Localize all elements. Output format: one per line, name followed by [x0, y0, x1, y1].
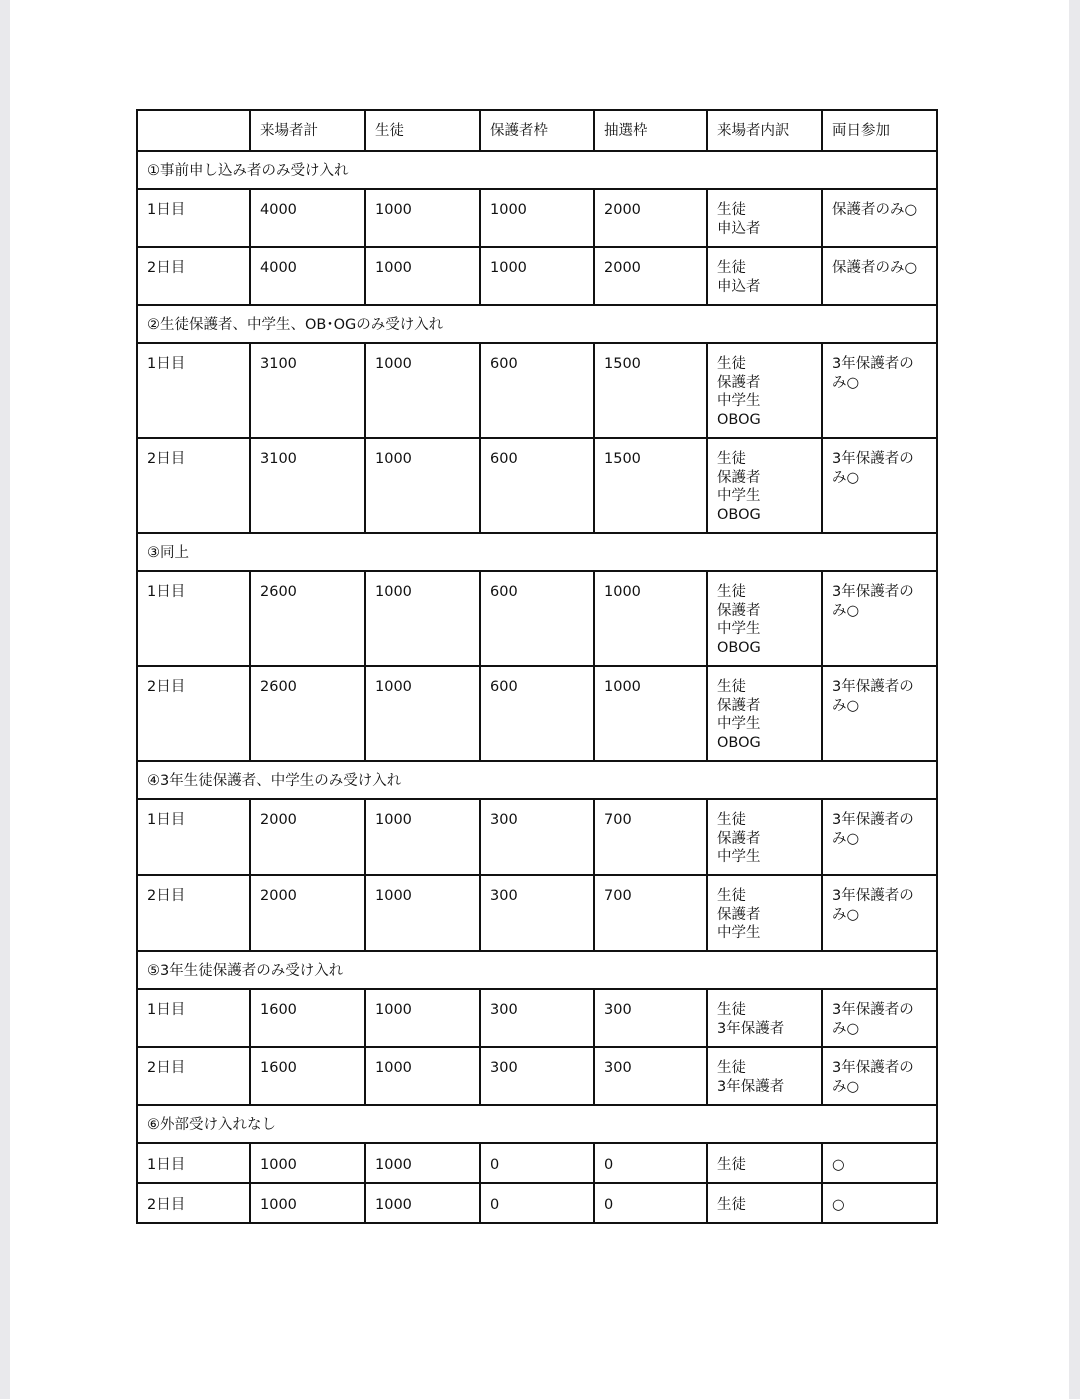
total-cell: 3100: [250, 438, 365, 533]
breakdown-cell: 生徒 保護者 中学生 OBOG: [707, 571, 822, 666]
table-row: [137, 875, 937, 951]
day-cell: 2日目: [137, 875, 250, 951]
students-cell: 1000: [365, 571, 480, 666]
header-cell-breakdown: 来場者内訳: [707, 110, 822, 151]
header-cell-lottery: 抽選枠: [594, 110, 707, 151]
section-title: ②生徒保護者、中学生、OB･OGのみ受け入れ: [137, 305, 937, 343]
both-days-cell: 3年保護者のみ○: [822, 989, 937, 1047]
table-row: [137, 571, 937, 666]
breakdown-cell: 生徒: [707, 1183, 822, 1223]
students-cell: 1000: [365, 1143, 480, 1183]
both-days-cell: 3年保護者のみ○: [822, 666, 937, 761]
day-cell: 1日目: [137, 571, 250, 666]
lottery-cell: 1500: [594, 438, 707, 533]
total-cell: 4000: [250, 189, 365, 247]
students-cell: 1000: [365, 1047, 480, 1105]
section-row: [137, 533, 937, 571]
day-cell: 1日目: [137, 799, 250, 875]
section-title: ①事前申し込み者のみ受け入れ: [137, 151, 937, 189]
both-days-cell: ○: [822, 1183, 937, 1223]
section-title: ⑥外部受け入れなし: [137, 1105, 937, 1143]
lottery-cell: 700: [594, 799, 707, 875]
total-cell: 3100: [250, 343, 365, 438]
breakdown-cell: 生徒: [707, 1143, 822, 1183]
students-cell: 1000: [365, 666, 480, 761]
total-cell: 2600: [250, 666, 365, 761]
both-days-cell: 保護者のみ○: [822, 247, 937, 305]
lottery-cell: 300: [594, 1047, 707, 1105]
lottery-cell: 0: [594, 1143, 707, 1183]
breakdown-cell: 生徒 3年保護者: [707, 989, 822, 1047]
table-row: [137, 343, 937, 438]
both-days-cell: 3年保護者のみ○: [822, 571, 937, 666]
breakdown-cell: 生徒 申込者: [707, 247, 822, 305]
students-cell: 1000: [365, 189, 480, 247]
document-page: [10, 0, 1069, 1399]
students-cell: 1000: [365, 989, 480, 1047]
lottery-cell: 300: [594, 989, 707, 1047]
day-cell: 1日目: [137, 189, 250, 247]
lottery-cell: 2000: [594, 189, 707, 247]
header-cell-total: 来場者計: [250, 110, 365, 151]
day-cell: 2日目: [137, 247, 250, 305]
section-row: [137, 951, 937, 989]
day-cell: 2日目: [137, 666, 250, 761]
both-days-cell: 3年保護者のみ○: [822, 343, 937, 438]
guardians-cell: 0: [480, 1143, 594, 1183]
section-row: [137, 1105, 937, 1143]
guardians-cell: 300: [480, 1047, 594, 1105]
lottery-cell: 0: [594, 1183, 707, 1223]
breakdown-cell: 生徒 保護者 中学生 OBOG: [707, 438, 822, 533]
table-row: [137, 1047, 937, 1105]
header-cell-guardians: 保護者枠: [480, 110, 594, 151]
both-days-cell: 3年保護者のみ○: [822, 875, 937, 951]
table-row: [137, 247, 937, 305]
total-cell: 1600: [250, 989, 365, 1047]
breakdown-cell: 生徒 保護者 中学生: [707, 799, 822, 875]
total-cell: 1000: [250, 1183, 365, 1223]
breakdown-cell: 生徒 保護者 中学生 OBOG: [707, 666, 822, 761]
table-row: [137, 1183, 937, 1223]
day-cell: 1日目: [137, 989, 250, 1047]
lottery-cell: 2000: [594, 247, 707, 305]
students-cell: 1000: [365, 799, 480, 875]
total-cell: 4000: [250, 247, 365, 305]
section-row: [137, 151, 937, 189]
header-cell-both-days: 両日参加: [822, 110, 937, 151]
header-cell-students: 生徒: [365, 110, 480, 151]
section-row: [137, 761, 937, 799]
day-cell: 1日目: [137, 343, 250, 438]
table-row: [137, 666, 937, 761]
guardians-cell: 300: [480, 799, 594, 875]
guardians-cell: 600: [480, 666, 594, 761]
total-cell: 2600: [250, 571, 365, 666]
lottery-cell: 1000: [594, 571, 707, 666]
lottery-cell: 700: [594, 875, 707, 951]
guardians-cell: 1000: [480, 247, 594, 305]
breakdown-cell: 生徒 3年保護者: [707, 1047, 822, 1105]
visitor-table: [136, 109, 938, 1224]
breakdown-cell: 生徒 保護者 中学生 OBOG: [707, 343, 822, 438]
both-days-cell: 3年保護者のみ○: [822, 1047, 937, 1105]
header-cell-blank: [137, 110, 250, 151]
header-row: [137, 110, 937, 151]
section-title: ③同上: [137, 533, 937, 571]
day-cell: 2日目: [137, 438, 250, 533]
day-cell: 1日目: [137, 1143, 250, 1183]
total-cell: 1000: [250, 1143, 365, 1183]
students-cell: 1000: [365, 438, 480, 533]
students-cell: 1000: [365, 247, 480, 305]
lottery-cell: 1500: [594, 343, 707, 438]
breakdown-cell: 生徒 保護者 中学生: [707, 875, 822, 951]
students-cell: 1000: [365, 1183, 480, 1223]
both-days-cell: ○: [822, 1143, 937, 1183]
guardians-cell: 600: [480, 438, 594, 533]
table-row: [137, 989, 937, 1047]
table-row: [137, 1143, 937, 1183]
students-cell: 1000: [365, 875, 480, 951]
day-cell: 2日目: [137, 1183, 250, 1223]
both-days-cell: 3年保護者のみ○: [822, 438, 937, 533]
guardians-cell: 600: [480, 571, 594, 666]
section-title: ⑤3年生徒保護者のみ受け入れ: [137, 951, 937, 989]
section-title: ④3年生徒保護者、中学生のみ受け入れ: [137, 761, 937, 799]
both-days-cell: 保護者のみ○: [822, 189, 937, 247]
guardians-cell: 0: [480, 1183, 594, 1223]
guardians-cell: 600: [480, 343, 594, 438]
day-cell: 2日目: [137, 1047, 250, 1105]
total-cell: 1600: [250, 1047, 365, 1105]
guardians-cell: 1000: [480, 189, 594, 247]
students-cell: 1000: [365, 343, 480, 438]
table-row: [137, 438, 937, 533]
total-cell: 2000: [250, 799, 365, 875]
guardians-cell: 300: [480, 875, 594, 951]
table-row: [137, 799, 937, 875]
section-row: [137, 305, 937, 343]
lottery-cell: 1000: [594, 666, 707, 761]
breakdown-cell: 生徒 申込者: [707, 189, 822, 247]
table-row: [137, 189, 937, 247]
total-cell: 2000: [250, 875, 365, 951]
guardians-cell: 300: [480, 989, 594, 1047]
both-days-cell: 3年保護者のみ○: [822, 799, 937, 875]
